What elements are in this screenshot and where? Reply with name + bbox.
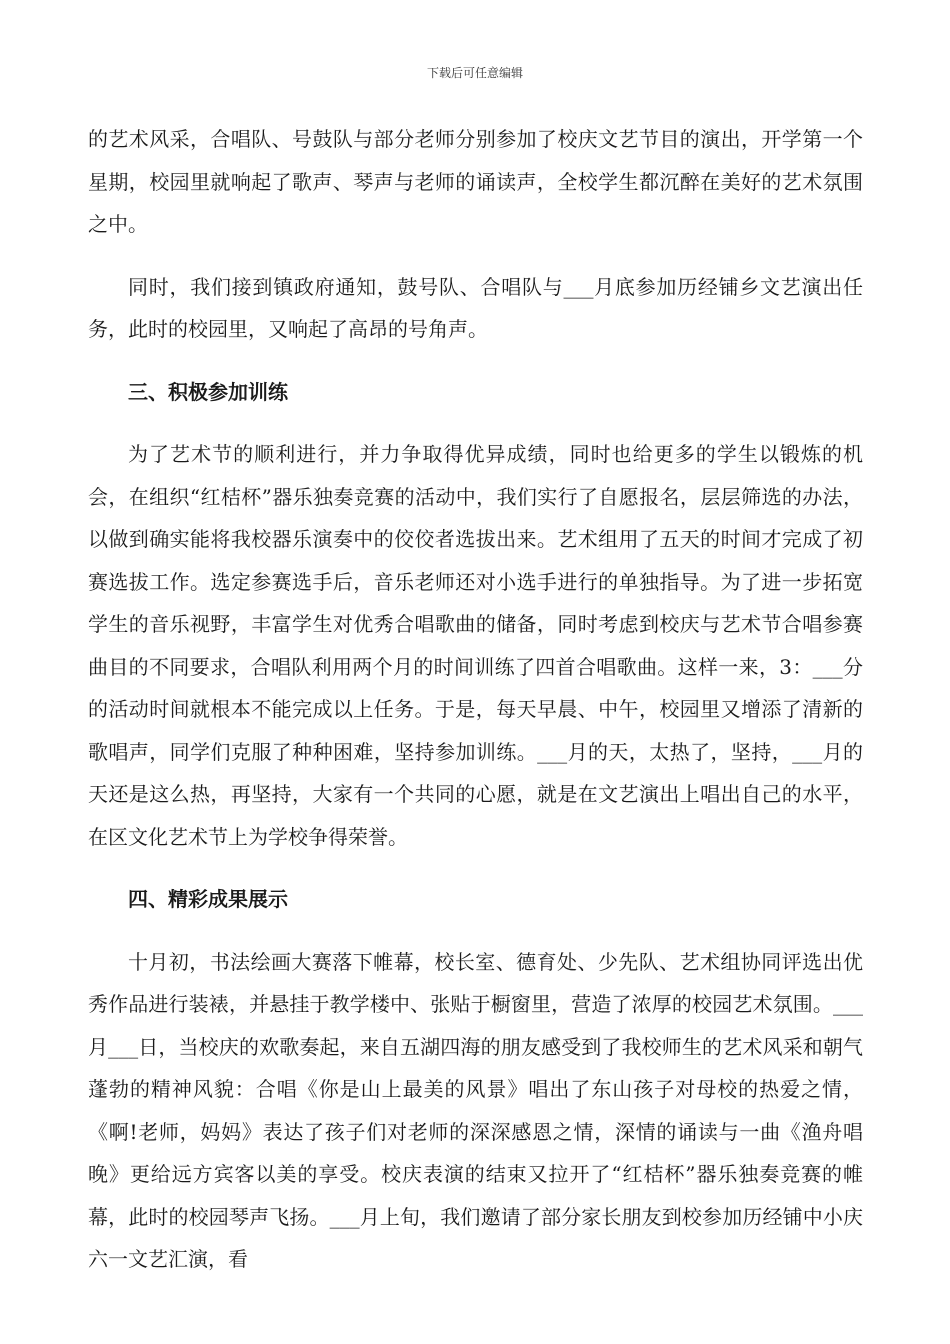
section-heading-3: 三、积极参加训练 bbox=[128, 379, 288, 404]
page-header: 下载后可任意编辑 bbox=[426, 66, 523, 80]
document-body bbox=[88, 118, 863, 1281]
paragraph-3: 为了艺术节的顺利进行，并力争取得优异成绩，同时也给更多的学生以锻炼的机会，在组织“红桔杯”器乐独奏竞赛的活动中，我们实行了自愿报名，层层筛选的办法，以做到确实能将我校器乐演奏中的佼佼者选拔出来。艺术组用了五天的时间才完成了初赛选拔工作。选定参赛选手后，音乐老师还对小选手进行的单独指导。为了进一步拓宽学生的音乐视野，丰富学生对优秀合唱歌曲的储备，同时考虑到校庆与艺术节合唱参赛曲目的不同要求，合唱队利用两个月的时间训练了四首合唱歌曲。这样一来，3：___分的活动时间就根本不能完成以上任务。于是，每天早晨、中午，校园里又增添了清新的歌唱声，同学们克服了种种困难，坚持参加训练。___月的天，太热了，坚持，___月的天还是这么热，再坚持，大家有一个共同的心愿，就是在文艺演出上唱出自己的水平，在区文化艺术节上为学校争得荣誉。 bbox=[88, 442, 863, 849]
paragraph-2: 同时，我们接到镇政府通知，鼓号队、合唱队与___月底参加历经铺乡文艺演出任务，此时的校园里，又响起了高昂的号角声。 bbox=[88, 274, 863, 341]
section-heading-4: 四、精彩成果展示 bbox=[128, 887, 288, 911]
paragraph-1: 的艺术风采，合唱队、号鼓队与部分老师分别参加了校庆文艺节目的演出，开学第一个星期，校园里就响起了歌声、琴声与老师的诵读声，全校学生都沉醉在美好的艺术氛围之中。 bbox=[88, 127, 863, 236]
paragraph-4: 十月初，书法绘画大赛落下帷幕，校长室、德育处、少先队、艺术组协同评选出优秀作品进行装裱，并悬挂于教学楼中、张贴于橱窗里，营造了浓厚的校园艺术氛围。___月___日，当校庆的欢歌奏起，来自五湖四海的朋友感受到了我校师生的艺术风采和朝气蓬勃的精神风貌：合唱《你是山上最美的风景》唱出了东山孩子对母校的热爱之情，《啊!老师，妈妈》表达了孩子们对老师的深深感恩之情，深情的诵读与一曲《渔舟唱晚》更给远方宾客以美的享受。校庆表演的结束又拉开了“红桔杯”器乐独奏竞赛的帷幕，此时的校园琴声飞扬。___月上旬，我们邀请了部分家长朋友到校参加历经铺中小庆六一文艺汇演，看 bbox=[88, 949, 863, 1271]
